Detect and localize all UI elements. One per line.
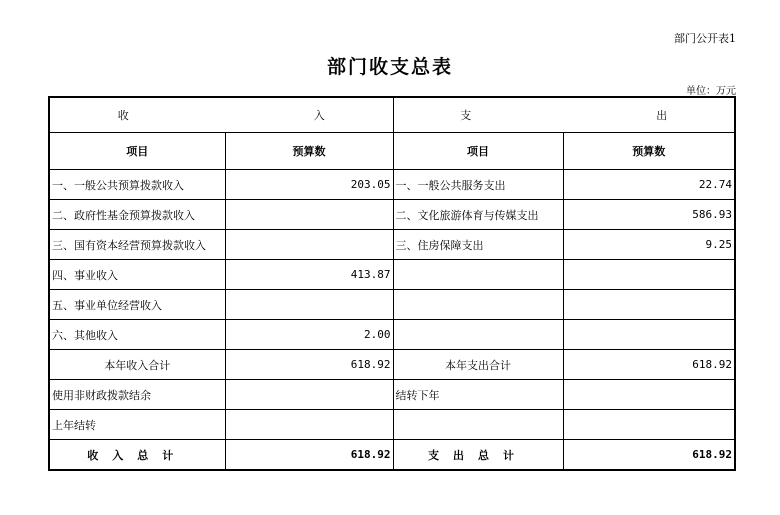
income-value — [225, 290, 393, 320]
expense-item — [393, 320, 563, 350]
expense-item — [393, 410, 563, 440]
expense-item: 结转下年 — [393, 380, 563, 410]
table-row — [49, 230, 735, 260]
expense-item: 二、文化旅游体育与传媒支出 — [393, 200, 563, 230]
income-value — [225, 410, 393, 440]
expense-item: 一、一般公共服务支出 — [393, 170, 563, 200]
column-header-row — [49, 133, 735, 170]
expense-item: 三、住房保障支出 — [393, 230, 563, 260]
table-id: 部门公开表1 — [674, 32, 736, 45]
expense-value — [563, 410, 735, 440]
expense-section-header: 支 出 — [393, 97, 735, 133]
income-value: 413.87 — [225, 260, 393, 290]
income-budget-header: 预算数 — [225, 133, 393, 170]
income-item: 一、一般公共预算拨款收入 — [49, 170, 225, 200]
expense-value: 22.74 — [563, 170, 735, 200]
expense-subtotal-value: 618.92 — [563, 350, 735, 380]
expense-item — [393, 290, 563, 320]
income-subtotal-value: 618.92 — [225, 350, 393, 380]
section-header-row — [49, 97, 735, 133]
table-row — [49, 320, 735, 350]
expense-value — [563, 380, 735, 410]
income-total-label: 收入总计 — [49, 440, 225, 471]
table-row — [49, 410, 735, 440]
income-value — [225, 380, 393, 410]
income-item: 四、事业收入 — [49, 260, 225, 290]
expense-total-label: 支出总计 — [393, 440, 563, 471]
budget-summary-table — [48, 96, 736, 471]
income-value — [225, 200, 393, 230]
table-row — [49, 170, 735, 200]
expense-budget-header: 预算数 — [563, 133, 735, 170]
expense-value — [563, 260, 735, 290]
income-value: 203.05 — [225, 170, 393, 200]
expense-item — [393, 260, 563, 290]
expense-value — [563, 290, 735, 320]
income-item: 使用非财政拨款结余 — [49, 380, 225, 410]
expense-total-value: 618.92 — [563, 440, 735, 471]
subtotal-row — [49, 350, 735, 380]
income-value — [225, 230, 393, 260]
income-total-value: 618.92 — [225, 440, 393, 471]
income-item: 六、其他收入 — [49, 320, 225, 350]
expense-subtotal-label: 本年支出合计 — [393, 350, 563, 380]
expense-value: 586.93 — [563, 200, 735, 230]
income-item: 上年结转 — [49, 410, 225, 440]
income-value: 2.00 — [225, 320, 393, 350]
expense-item-header: 项目 — [393, 133, 563, 170]
income-subtotal-label: 本年收入合计 — [49, 350, 225, 380]
table-row — [49, 290, 735, 320]
income-item-header: 项目 — [49, 133, 225, 170]
table-row — [49, 200, 735, 230]
income-section-header: 收 入 — [49, 97, 393, 133]
table-row — [49, 260, 735, 290]
page-title: 部门收支总表 — [326, 56, 453, 78]
income-item: 二、政府性基金预算拨款收入 — [49, 200, 225, 230]
income-item: 五、事业单位经营收入 — [49, 290, 225, 320]
unit-label: 单位：万元 — [686, 86, 736, 97]
total-row — [49, 440, 735, 471]
table-row — [49, 380, 735, 410]
income-item: 三、国有资本经营预算拨款收入 — [49, 230, 225, 260]
expense-value — [563, 320, 735, 350]
expense-value: 9.25 — [563, 230, 735, 260]
